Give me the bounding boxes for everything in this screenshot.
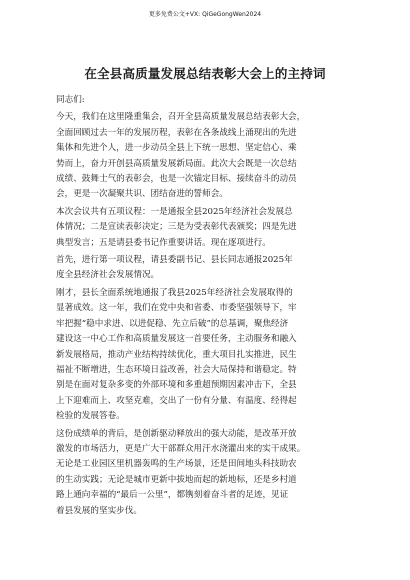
text-line: 全面回顾过去一年的发展历程，表彰在各条战线上涌现出的先进 [56, 127, 297, 138]
paragraph-3 [56, 253, 358, 284]
text-line: 别是在面对复杂多变的外部环境和多重超预期因素冲击下，全县 [56, 380, 297, 391]
text-line: 上下迎难而上、攻坚克难，交出了一份有分量、有温度、经得起 [56, 395, 297, 406]
text-line: 体情况；二是宣读表彰决定；三是为受表彰代表颁奖；四是先进 [56, 222, 297, 233]
text-line: 检验的发展答卷。 [56, 411, 125, 422]
paragraph-2 [56, 205, 358, 251]
text-line: 会，更是一次凝聚共识、团结奋进的誓师会。 [56, 189, 228, 200]
text-line: 建设这一中心工作和高质量发展这一首要任务，主动服务和融入 [56, 334, 297, 345]
text-line: 度全县经济社会发展情况。 [56, 270, 160, 281]
text-line: 福祉不断增进，生态环境日益改善，社会大局保持和谐稳定。特 [56, 364, 297, 375]
text-line: 这份成绩单的背后，是创新驱动释放出的强大动能，是改革开放 [56, 428, 297, 439]
salutation [56, 93, 358, 108]
text-line: 典型发言；五是请县委书记作重要讲话。现在逐项进行。 [56, 237, 271, 248]
document-body [56, 93, 358, 521]
text-line: 着县发展的坚实步伐。 [56, 505, 142, 516]
text-line: 无论是工业园区里机器轰鸣的生产场景，还是田间地头科技助农 [56, 459, 297, 470]
text-line: 激发的市场活力，更是广大干部群众用汗水浇灌出来的实干成果。 [56, 443, 306, 454]
text-line: 路上通向幸福的“最后一公里”，都镌刻着奋斗者的足迹，见证 [56, 490, 289, 501]
text-line: 势而上，奋力开创县高质量发展新局面。此次大会既是一次总结 [56, 158, 297, 169]
salutation-text: 同志们: [56, 95, 85, 105]
paragraph-1 [56, 110, 358, 202]
header-note: 更多免费公文+VX: QiGeGongWen2024 [148, 11, 262, 18]
text-line: 成绩、鼓舞士气的表彰会，也是一次锚定目标、接续奋斗的动员 [56, 174, 297, 185]
paragraph-4 [56, 286, 358, 425]
text-line: 今天，我们在这里隆重集会，召开全县高质量发展总结表彰大会， [56, 112, 306, 123]
text-line: 牢把握“稳中求进、以进促稳、先立后破”的总基调，聚焦经济 [56, 318, 289, 329]
text-line: 新发展格局，推动产业结构持续优化，重大项目扎实推进，民生 [56, 349, 297, 360]
text-line: 刚才，县长全面系统地通报了我县2025年经济社会发展取得的 [56, 287, 293, 298]
document-title: 在全县高质量发展总结表彰大会上的主持词 [84, 66, 326, 81]
paragraph-5 [56, 427, 358, 519]
text-line: 集体和先进个人，进一步动员全县上下统一思想、坚定信心、乘 [56, 143, 297, 154]
text-line: 首先，进行第一项议程，请县委副书记、县长同志通报2025年 [56, 255, 293, 266]
text-line: 本次会议共有五项议程：一是通报全县2025年经济社会发展总 [56, 206, 293, 217]
text-line: 显著成效。这一年，我们在党中央和省委、市委坚强领导下，牢 [56, 303, 297, 314]
text-line: 的生动实践；无论是城市更新中拔地而起的新地标，还是乡村道 [56, 474, 297, 485]
